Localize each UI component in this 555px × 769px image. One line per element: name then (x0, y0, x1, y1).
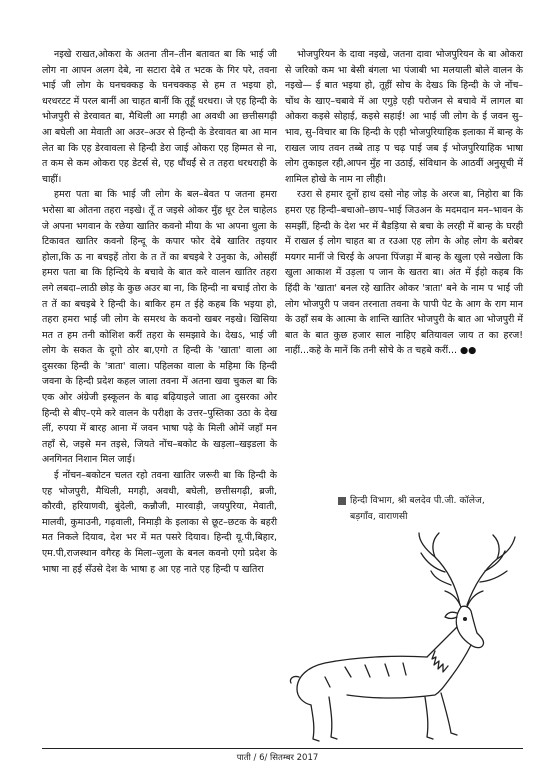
footer-rule (42, 748, 523, 749)
square-bullet-icon (338, 497, 346, 505)
paragraph: ई नोंचन–बकोटन चलत रहो तवना खातिर जरूरी बा कि हिन्दी के एह भोजपुरी, मैथिली, मगही, अवधी, बघेली, छत्तीसगढ़ी, ब्रजी, कौरवी, हरियाणवी, बुंदेली, कन्नौजी, मारवाड़ी, जयपुरिया, मेवाती, मालवी, कुमाउनी, गढ़वाली, निमाड़ी के इलाका से छूट–छटक के बहरी मत निकले दियाव, देश भर में मत पसरे दियाव। हिन्दी यू.पी,बिहार, एम.पी,राजस्थान वगैरह के मिला–जुला के बनल कवनो एगो प्रदेश के भाषा ना हई सँउसे देश के भाषा ह आ एह नाते एह हिन्दी प खतिरा (42, 470, 277, 575)
paragraph: हमरा पता बा कि भाई जी लोग के बल–बेवत प जतना हमरा भरोसा बा ओतना तहरा नइखे। तूँ त जइसे ओकर मुँह धूर टेल चाहेलऽ जे अपना भगवान के रछेया खातिर कवनो मीया के भा अपना धुला के टिकावत खातिर कवनो हिन्दू के कपार फोर देबे खातिर तइयार होला,कि ऊ ना बचइहें तोरा के त तें का बचइबे रे उनुका के, ओसहीं हमरा पता बा कि हिन्दिये के बचावे के बात करे वालन खातिर तहरा लगे लबदा–लाठी छोड़ के कुछ अउर बा ना, कि हिन्दी ना बचाई तोरा के त तें का बचइबे रे हिन्दी के। बाकिर हम त ईहे कहब कि भइया हो, तहरा हमरा भाई जी लोग के समरथ के कवनो खबर नइखे। खिसिया मत त हम तनी कोशिश करीं तहरा के समझावे के। देखऽ, भाई जी लोग के सकत के दूगो ठोर बा,एगो त हिन्दी के 'खाता' वाला आ दुसरका हिन्दी के 'त्राता' वाला। पहिलका वाला के महिमा कि हिन्दी जवना के हिन्दी प्रदेश कहल जाला तवना में अतना खवा चुकल बा कि एक ओर अंग्रेजी इस्कूलन के बाढ़ बढ़ियाइले जाता आ दुसरका ओर हिन्दी से बीए–एमे करे वालन के परीक्षा के उत्तर–पुस्तिका उठा के देख लीं, रुपया में बारह आना में जवन भाषा पढ़े के मिली ओमें जहाँ मन तहाँ से, जइसे मन तइसे, जियते नोंच–बकोट के खड़ला–खइडला के अनगिनत निशान मिल जाई। (42, 189, 277, 466)
reindeer-illustration (285, 527, 530, 749)
paragraph: रउरा से हमार दूनों हाथ दसो नोह जोड़ के अरज बा, निहोरा बा कि हमरा एह हिन्दी–बचाओ–छाप–भाई जिउअन के मदमदान मन–भावन के समझीं, हिन्दी के देश भर में बैडड़िया से बचा के लरही में बान्ह के घरही में राखल ई लोग चाहत बा त रउआ एह लोग के ओह लोग के बरोबर मयगर मानीं जे चिरई के अपना पिंजड़ा में बान्ह के खुला एसे नखेला कि खुला आकाश में उड़ला प जान के खतरा बा। अंत में ईहो कहब कि हिंदी के 'खाता' बनल रहे खातिर ओकर 'त्राता' बने के नाम प भाई जी लोग भोजपुरी प जवन तरनाता तवना के पापी पेट के आग के राग मान के उहाँ सब के आत्मा के शान्ति खातिर भोजपुरी के बात आ भोजपुरी में बात के बात कुछ हजार साल नाहिए बतियावल जाय त का हरज! नाहीं...कहे के मानें कि तनी सोचे के त चहबे करीं... ●● (285, 189, 523, 357)
affiliation-line-2: बड़गाँव, वाराणसी (350, 510, 408, 522)
article-column-right (285, 47, 523, 359)
page-footer: पाती / 6/ सितम्बर 2017 (236, 753, 319, 763)
article-column-left (42, 47, 277, 577)
author-affiliation (338, 493, 485, 524)
affiliation-line-1: हिन्दी विभाग, श्री बलदेव पी.जी. कॉलेज, (350, 495, 485, 506)
paragraph: नइखे राखत,ओकरा के अतना तीन–तीन बतावत बा कि भाई जी लोग ना आपन अलग देबे, ना सटारा देबे त भटक के गिर परे, तवना भाई जी लोग के घनचक्कड़ के घनचक्कड़ से हम त भइया हो, धरधरटट में परल बानीं आ चाहत बानीं कि तूहूँ धरधरा। जे एह हिन्दी के भोजपुरी से डेरवावत बा, मैथिली आ मगही आ अवधी आ छत्तीसगढ़ी आ बघेली आ मेवाती आ अउर–अउर से हिन्दी के डेरवावत बा आ मान लेत बा कि एह डेरवावला से हिन्दी डेरा जाई ओकरा एह हिम्मत से ना, त कम से कम ओकरा एह डेटर्स से, एह धौंधर्ई से त तहरा धरधराही के चाहीं। (42, 49, 277, 185)
paragraph: भोजपुरियन के दावा नइखे, जतना दावा भोजपुरियन के बा ओकरा से जरिको कम भा बेसी बंगला भा पंजाबी भा मलयाली बोले वालन के नइखे— ई बात भइया हो, तूहीं सोच के देखऽ कि हिन्दी के जे नोंच–चोंथ के खाए–चबावे में आ एगुड़े एही परोजन से बचावे में लागल बा ओकरा कइसे सोहाई, कइसे सहाई! आ भाई जी लोग के ई जवन सु–भाव, सु–विचार बा कि हिन्दी के एही भोजपुरियाहिक इलाका में बान्ह के राखल जाय तवन तब्बे ताड़ प चढ़ पाई जब ई भोजपुरियाहिक भाषा लोग तुकाइल रही,आपन मुँह ना उठाई, संविधान के आठवीं अनुसूची में शामिल होखे के नाम ना लीही। (285, 49, 523, 185)
